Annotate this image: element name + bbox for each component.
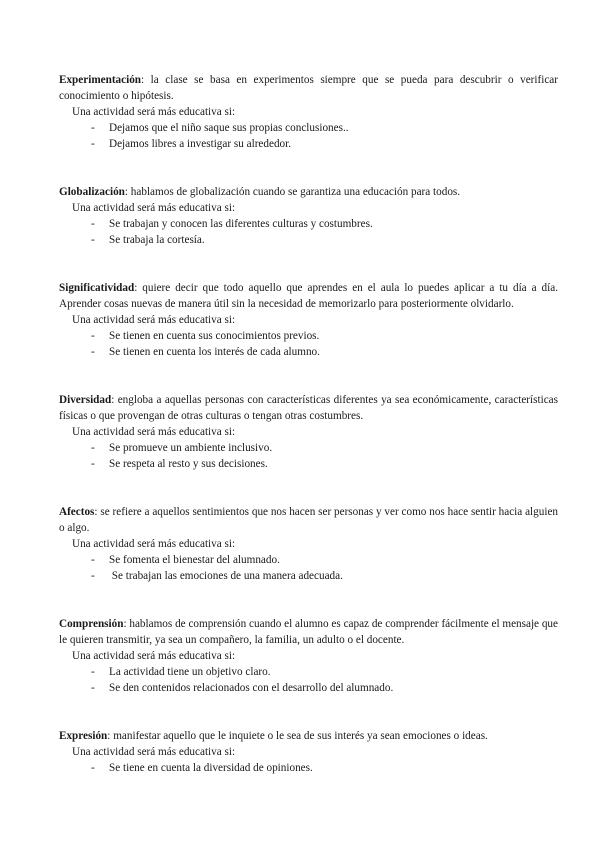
list-item-text: Se tiene en cuenta la diversidad de opiniones. <box>109 762 313 774</box>
section-significatividad <box>59 280 558 360</box>
section-intro: Una actividad será más educativa si: <box>72 650 236 662</box>
bullet-dash: - <box>91 442 95 454</box>
section-term: Comprensión <box>59 618 124 630</box>
section-text: : hablamos de globalización cuando se garantiza una educación para todos. <box>124 186 461 198</box>
section-intro: Una actividad será más educativa si: <box>72 314 236 326</box>
section-intro: Una actividad será más educativa si: <box>72 426 236 438</box>
section-paragraph <box>59 616 558 648</box>
bullet-list <box>59 552 558 584</box>
section-globalizacion <box>59 184 558 248</box>
section-term: Afectos <box>59 506 95 518</box>
bullet-dash: - <box>91 682 95 694</box>
list-item-text: Se tienen en cuenta sus conocimientos previos. <box>109 330 320 342</box>
section-term: Expresión <box>59 730 108 742</box>
bullet-list <box>59 216 558 248</box>
bullet-list <box>59 760 558 776</box>
list-item <box>59 760 558 776</box>
section-term: Significatividad <box>59 282 135 294</box>
bullet-dash: - <box>91 554 95 566</box>
bullet-dash: - <box>91 122 95 134</box>
section-text: : hablamos de comprensión cuando el alumno es capaz de comprender fácilmente el mensaje que le quieren transmitir, ya sea un compañero, la familia, un adulto o el docente. <box>59 618 558 646</box>
section-paragraph <box>59 504 558 536</box>
list-item <box>59 328 558 344</box>
list-item-text: Se trabaja la cortesía. <box>109 234 205 246</box>
section-term: Experimentación <box>59 74 142 86</box>
section-diversidad <box>59 392 558 472</box>
list-item <box>59 232 558 248</box>
section-text: : manifestar aquello que le inquiete o le sea de sus interés ya sean emociones o ideas. <box>107 730 488 742</box>
list-item-text: Se trabajan las emociones de una manera adecuada. <box>109 570 343 582</box>
section-comprension <box>59 616 558 696</box>
section-paragraph <box>59 280 558 312</box>
bullet-list <box>59 440 558 472</box>
list-item-text: Dejamos libres a investigar su alrededor. <box>109 138 292 150</box>
bullet-list <box>59 664 558 696</box>
list-item <box>59 136 558 152</box>
section-term: Diversidad <box>59 394 112 406</box>
bullet-dash: - <box>91 330 95 342</box>
list-item-text: Se respeta al resto y sus decisiones. <box>109 458 268 470</box>
section-text: : quiere decir que todo aquello que aprendes en el aula lo puedes aplicar a tu día a día. Aprender cosas nuevas de manera útil sin la necesidad de memorizarlo para posteriormente olvidarlo. <box>59 282 558 310</box>
list-item-text: Se tienen en cuenta los interés de cada alumno. <box>109 346 320 358</box>
section-intro: Una actividad será más educativa si: <box>72 538 236 550</box>
section-text: : la clase se basa en experimentos siempre que se pueda para descubrir o verificar conocimiento o hipótesis. <box>59 74 558 102</box>
list-item-text: La actividad tiene un objetivo claro. <box>109 666 271 678</box>
bullet-dash: - <box>91 346 95 358</box>
list-item <box>59 344 558 360</box>
list-item <box>59 440 558 456</box>
bullet-dash: - <box>91 666 95 678</box>
bullet-dash: - <box>91 138 95 150</box>
list-item-text: Se den contenidos relacionados con el desarrollo del alumnado. <box>109 682 394 694</box>
list-item <box>59 120 558 136</box>
section-intro: Una actividad será más educativa si: <box>72 202 236 214</box>
bullet-dash: - <box>91 570 95 582</box>
bullet-dash: - <box>91 234 95 246</box>
section-expresion <box>59 728 558 776</box>
bullet-dash: - <box>91 762 95 774</box>
section-intro: Una actividad será más educativa si: <box>72 746 236 758</box>
section-intro: Una actividad será más educativa si: <box>72 106 236 118</box>
list-item-text: Dejamos que el niño saque sus propias conclusiones.. <box>109 122 349 134</box>
section-paragraph <box>59 392 558 424</box>
list-item <box>59 456 558 472</box>
list-item <box>59 568 558 584</box>
section-text: : engloba a aquellas personas con características diferentes ya sea económicamente, características físicas o que provengan de otras culturas o tengan otras costumbres. <box>59 394 558 422</box>
list-item-text: Se trabajan y conocen las diferentes culturas y costumbres. <box>109 218 373 230</box>
list-item <box>59 552 558 568</box>
list-item-text: Se fomenta el bienestar del alumnado. <box>109 554 280 566</box>
section-term: Globalización <box>59 186 125 198</box>
list-item <box>59 664 558 680</box>
section-paragraph <box>59 72 558 104</box>
section-paragraph <box>59 184 558 200</box>
list-item <box>59 216 558 232</box>
section-afectos <box>59 504 558 584</box>
list-item-text: Se promueve un ambiente inclusivo. <box>109 442 273 454</box>
list-item <box>59 680 558 696</box>
bullet-dash: - <box>91 218 95 230</box>
section-text: : se refiere a aquellos sentimientos que nos hacen ser personas y ver como nos hace sentir hacia alguien o algo. <box>59 506 558 534</box>
bullet-list <box>59 328 558 360</box>
section-paragraph <box>59 728 558 744</box>
section-experimentacion <box>59 72 558 152</box>
bullet-dash: - <box>91 458 95 470</box>
bullet-list <box>59 120 558 152</box>
